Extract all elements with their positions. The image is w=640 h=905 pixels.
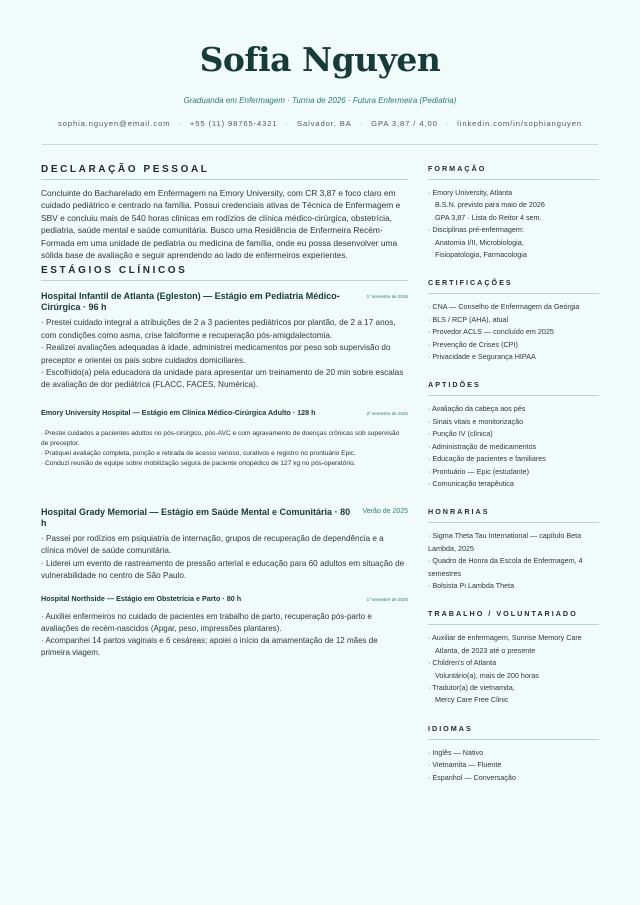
- list-item: · Inglês — Nativo: [428, 747, 484, 757]
- list-item: · Vietnamita — Fluente: [428, 760, 502, 770]
- clinical-heading: ESTÁGIOS CLÍNICOS: [41, 265, 188, 277]
- list-item: · Punção IV (clínica): [428, 429, 493, 439]
- section-divider: [428, 293, 599, 294]
- languages-heading: IDIOMAS: [428, 723, 473, 733]
- job-entry: [41, 291, 408, 391]
- job-bullet: · Acompanhei 14 partos vaginais e 6 cesáreas; apoiei o início da amamentação de 12 mães de primeira viagem.: [41, 636, 378, 658]
- tagline: Graduanda em Enfermagem · Turma de 2026 · Futura Enfermeira (Pediatria): [183, 96, 457, 105]
- list-item: Anatomia I/II, Microbiologia,: [435, 237, 524, 247]
- job-bullet: · Prestei cuidados a pacientes adultos no pós-cirúrgico, pós-AVC e com agravamento de doenças crônicas sob supervisão de preceptor.: [41, 429, 400, 448]
- job-title: Hospital Northside — Estágio em Obstetrícia e Parto · 80 h: [41, 594, 242, 604]
- honors-heading: HONRARIAS: [428, 507, 490, 517]
- list-item: · Auxiliar de enfermagem, Sunrise Memory Care: [428, 633, 582, 643]
- section-divider: [428, 179, 599, 180]
- job-bullet: · Auxiliei enfermeiros no cuidado de pacientes em trabalho de parto, recuperação pós-parto e avaliações de recém-nascidos (Apgar, peso, impressões plantares).: [41, 612, 372, 634]
- summary-text: Concluinte do Bacharelado em Enfermagem na Emory University, com CR 3,87 e foco claro em cuidado pediátrico e centrado na família. Possui credenciais ativas de Técnica de Enfermagem e SBV e concluiu mais de 540 horas clínicas em rodízios de clínica médico-cirúrgica, obstetrícia, pediatria, saúde mental e saúde comunitária. Busco uma Residência de Enfermeira Recém-Formada em uma unidade de pediatria ou medicina de família, onde eu possa desenvolver uma sólida base de avaliação e seguir aprendendo ao lado de enfermeiros experientes.: [41, 188, 401, 261]
- job-date: 1º semestre de 2026: [366, 294, 408, 300]
- sidebar: [428, 164, 599, 801]
- list-item: · Prevenção de Crises (CPI): [428, 339, 518, 349]
- list-item: Lambda, 2025: [428, 543, 474, 553]
- list-item: · Bolsista Pi Lambda Theta: [428, 580, 515, 590]
- section-divider: [41, 179, 408, 180]
- list-item: Voluntário(a), mais de 200 horas: [435, 670, 539, 680]
- list-item: · Avaliação da cabeça aos pés: [428, 404, 526, 414]
- job-entry: [41, 507, 408, 583]
- job-bullet: · Pratiquei avaliação completa, punção e retirada de acesso venoso, curativos e registro no prontuário Epic.: [41, 450, 356, 458]
- list-item: · Administração de medicamentos: [428, 441, 537, 451]
- list-item: · CNA — Conselho de Enfermagem da Geórgia: [428, 302, 580, 312]
- education-heading: FORMAÇÃO: [428, 164, 487, 173]
- job-bullet: · Prestei cuidado integral a atribuições de 2 a 3 pacientes pediátricos por plantão, de 2 a 17 anos, com condições como asma, crise falciforme e recuperação pós-amigdalectomia.: [41, 318, 396, 340]
- section-divider: [428, 395, 599, 396]
- education-section: [428, 164, 599, 261]
- job-entry: [41, 408, 408, 470]
- list-item: · Sinais vitais e monitorização: [428, 416, 524, 426]
- section-divider: [428, 624, 599, 625]
- list-item: · Sigma Theta Tau International — capítulo Beta: [428, 531, 582, 541]
- list-item: · Educação de pacientes e familiares: [428, 454, 546, 464]
- job-bullet: · Liderei um evento de rastreamento de pressão arterial e educação para 60 adultos em situação de vulnerabilidade no centro de São Paulo.: [41, 558, 405, 580]
- list-item: GPA 3,87 · Lista do Reitor 4 sem.: [435, 212, 542, 222]
- list-item: · Privacidade e Segurança HIPAA: [428, 352, 536, 362]
- header-divider: [42, 144, 598, 145]
- list-item: · Children's of Atlanta: [428, 658, 497, 668]
- separator: ·: [359, 119, 364, 128]
- phone: +55 (11) 98765-4321: [189, 119, 278, 128]
- job-bullet: · Conduzi reunião de equipe sobre mobilização segura de paciente ortopédico de 127 kg no pós-operatório.: [41, 460, 356, 468]
- job-entry: [41, 594, 408, 659]
- list-item: · Disciplinas pré-enfermagem:: [428, 225, 524, 235]
- job-title: Hospital Grady Memorial — Estágio em Saúde Mental e Comunitária · 80 h: [41, 506, 351, 528]
- list-item: · Emory University, Atlanta: [428, 188, 513, 197]
- certifications-heading: CERTIFICAÇÕES: [428, 278, 513, 288]
- list-item: Mercy Care Free Clinic: [435, 695, 509, 705]
- languages-section: [428, 724, 599, 784]
- section-divider: [428, 522, 599, 523]
- summary-heading: DECLARAÇÃO PESSOAL: [41, 164, 210, 175]
- list-item: Fisiopatologia, Farmacologia: [435, 250, 527, 260]
- separator: ·: [285, 119, 289, 128]
- list-item: · Provedor ACLS — concluído em 2025: [428, 327, 554, 337]
- list-item: · Espanhol — Conversação: [428, 772, 516, 782]
- work-section: [428, 609, 599, 706]
- list-item: · Comunicação terapêutica: [428, 478, 514, 488]
- list-item: · BLS / RCP (AHA), atual: [428, 314, 509, 324]
- job-title: Hospital Infantil de Atlanta (Egleston) — Estágio em Pediatria Médico-Cirúrgica · 96 h: [41, 291, 340, 313]
- job-date: 1º semestre de 2025: [366, 597, 408, 603]
- main-column: [41, 164, 408, 659]
- list-item: Atlanta, de 2023 até o presente: [435, 645, 536, 655]
- certifications-section: [428, 278, 599, 363]
- section-divider: [428, 739, 599, 740]
- list-item: B.S.N. previsto para maio de 2026: [435, 200, 545, 210]
- gpa: GPA 3,87 / 4,00: [371, 119, 438, 128]
- list-item: · Quadro de Honra da Escola de Enfermagem, 4: [428, 556, 583, 566]
- section-divider: [41, 280, 408, 281]
- work-heading: TRABALHO / VOLUNTARIADO: [428, 609, 578, 619]
- job-bullet: · Escolhido(a) pela educadora da unidade para apresentar um treinamento de 20 min sobre escalas de avaliação de dor pediátrica (FLACC, FACES, Numérica).: [41, 368, 404, 390]
- job-date: Verão de 2025: [362, 507, 408, 515]
- job-bullet: · Realizei avaliações adequadas à idade, administrei medicamentos por peso sob supervisão do preceptor e orientei os pais sobre cuidados domiciliares.: [41, 343, 391, 365]
- job-date: 2º semestre de 2025: [366, 410, 408, 416]
- separator: ·: [445, 119, 450, 128]
- location: Salvador, BA: [297, 119, 352, 128]
- job-title: Emory University Hospital — Estágio em Clínica Médico-Cirúrgica Adulto · 128 h: [41, 407, 316, 417]
- separator: ·: [178, 119, 182, 128]
- list-item: semestres: [428, 568, 462, 578]
- honors-section: [428, 507, 599, 592]
- skills-heading: APTIDÕES: [428, 380, 481, 390]
- contact-line: [0, 119, 640, 128]
- skills-section: [428, 380, 599, 490]
- linkedin-link[interactable]: linkedin.com/in/sophianguyen: [457, 119, 582, 128]
- email-link[interactable]: sophia.nguyen@email.com: [58, 119, 171, 128]
- candidate-name: Sofia Nguyen: [199, 40, 441, 79]
- job-bullet: · Passei por rodízios em psiquiatria de internação, grupos de recuperação de dependência e a clínica móvel de saúde comunitária.: [41, 533, 384, 556]
- list-item: · Prontuário — Epic (estudante): [428, 466, 530, 476]
- list-item: · Tradutor(a) de vietnamita,: [428, 682, 515, 692]
